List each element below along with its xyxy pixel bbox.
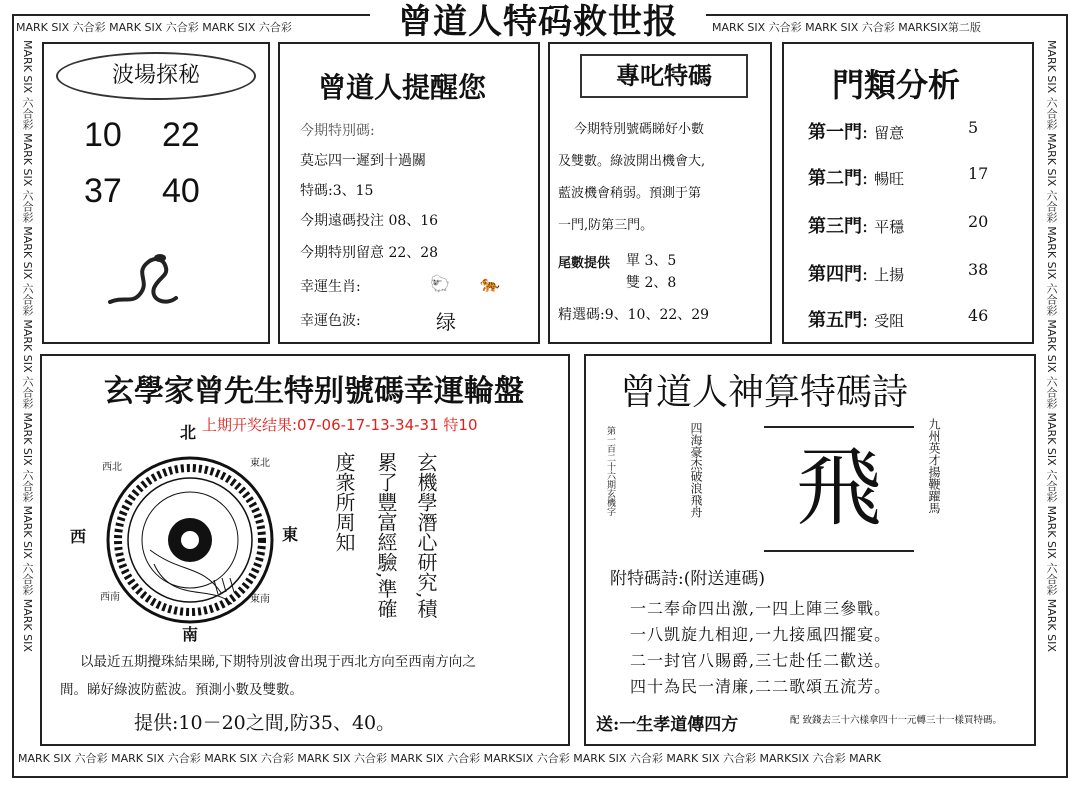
dir-northeast: 東北 bbox=[250, 458, 270, 469]
wave-number: 10 bbox=[84, 116, 122, 154]
wheel-desc: 以最近五期攪珠結果睇,下期特別波會出現于西北方向至西南方向之 bbox=[80, 654, 476, 670]
poem-line: 一二奉命四出激,一四上陣三參戰。 bbox=[630, 599, 892, 618]
verse-column: 玄機學潛心研究,積 bbox=[414, 452, 438, 619]
gates-panel bbox=[782, 42, 1034, 344]
reminder-line: 幸運色波: bbox=[300, 313, 361, 329]
border-strip-top-right: MARK SIX 六合彩 MARK SIX 六合彩 MARKSIX第二版 bbox=[712, 21, 981, 34]
reminder-line: 幸運生肖: bbox=[300, 279, 361, 295]
poem-line: 四十為民一清廉,二二歌頌五流芳。 bbox=[630, 677, 892, 696]
dir-east: 東 bbox=[282, 525, 299, 544]
dir-southwest: 西南 bbox=[100, 592, 120, 603]
gate-row: 第三門: 平穩 20 bbox=[808, 212, 989, 237]
reminder-line: 莫忘四一遲到十過關 bbox=[300, 153, 426, 169]
poem-send: 送:一生孝道傳四方 bbox=[596, 715, 739, 735]
verse-column: 度衆所周知 bbox=[332, 452, 356, 552]
tail-label: 尾數提供 bbox=[558, 256, 611, 271]
verse-column: 累了豐富經驗,準確 bbox=[374, 452, 398, 619]
gate-row: 第四門: 上揚 38 bbox=[808, 260, 989, 285]
gate-row: 第五門: 受阻 46 bbox=[808, 306, 989, 331]
special-title: 專叱特碼 bbox=[580, 54, 748, 98]
reminder-line: 今期特別碼: bbox=[300, 123, 375, 139]
dir-northwest: 西北 bbox=[102, 462, 122, 473]
special-line: 今期特別號碼睇好小數 bbox=[574, 122, 705, 137]
zodiac-animal-icon: 🐅 bbox=[480, 274, 500, 293]
poem-panel bbox=[584, 354, 1036, 746]
snake-illustration bbox=[106, 244, 186, 314]
wave-number: 37 bbox=[84, 172, 122, 210]
border-strip-left: MARK SIX 六合彩 MARK SIX 六合彩 MARK SIX 六合彩 MARK SIX 六合彩 MARK SIX 六合彩 MARK SIX 六合彩 MARK SIX bbox=[21, 40, 34, 652]
special-line: 及雙數。綠波開出機會大, bbox=[558, 154, 706, 169]
wave-panel bbox=[42, 42, 270, 344]
lucky-color: 绿 bbox=[436, 310, 456, 334]
border-strip-right: MARK SIX 六合彩 MARK SIX 六合彩 MARK SIX 六合彩 MARK SIX 六合彩 MARK SIX 六合彩 MARK SIX 六合彩 MARK SIX bbox=[1045, 40, 1058, 652]
reminder-line: 今期遠碼投注 08、16 bbox=[300, 213, 439, 229]
dir-west: 西 bbox=[70, 527, 87, 546]
gate-row: 第一門: 留意 5 bbox=[808, 118, 979, 143]
poem-side-left: 第一百二十六期玄機字 bbox=[605, 426, 615, 516]
special-panel bbox=[548, 42, 772, 344]
picks: 精選碼:9、10、22、29 bbox=[558, 307, 710, 323]
tail-odd: 單 3、5 bbox=[626, 253, 677, 269]
poem-line: 一八凱旋九相迎,一九接風四擺宴。 bbox=[630, 625, 892, 644]
dir-south: 南 bbox=[182, 625, 199, 644]
wave-number: 22 bbox=[162, 116, 200, 154]
tail-even: 雙 2、8 bbox=[626, 275, 677, 291]
poem-sub: 附特碼詩:(附送連碼) bbox=[610, 569, 765, 589]
dir-north: 北 bbox=[180, 423, 197, 442]
last-result: 上期开奖结果:07-06-17-13-34-31 特10 bbox=[202, 416, 478, 434]
gates-title: 門類分析 bbox=[832, 66, 961, 104]
poem-title: 曾道人神算特碼詩 bbox=[620, 372, 909, 413]
gate-row: 第二門: 暢旺 17 bbox=[808, 164, 989, 189]
wheel-desc: 間。睇好綠波防藍波。預測小數及雙數。 bbox=[60, 682, 303, 698]
wave-title: 波場探秘 bbox=[56, 52, 256, 100]
masthead-title: 曾道人特码救世报 bbox=[370, 2, 706, 42]
poem-side-mid: 四海豪杰破浪飛舟 bbox=[689, 422, 703, 518]
border-strip-top-left: MARK SIX 六合彩 MARK SIX 六合彩 MARK SIX 六合彩 bbox=[16, 21, 292, 34]
reminder-line: 特碼:3、15 bbox=[300, 183, 374, 199]
wave-number: 40 bbox=[162, 172, 200, 210]
big-char-frame bbox=[764, 426, 914, 552]
wheel-title: 玄學家曾先生特别號碼幸運輪盤 bbox=[104, 374, 524, 409]
poem-pair: 配 致錢去三十六樣拿四十一元轉三十一樣買特碼。 bbox=[790, 715, 1003, 726]
wheel-panel bbox=[40, 354, 570, 746]
dir-southeast: 東南 bbox=[250, 594, 270, 605]
zodiac-animal-icon: 🐑 bbox=[430, 274, 450, 293]
reminder-title: 曾道人提醒您 bbox=[318, 71, 487, 104]
reminder-panel bbox=[278, 42, 540, 344]
special-line: 一門,防第三門。 bbox=[558, 218, 654, 233]
special-line: 藍波機會稍弱。預測于第 bbox=[558, 186, 702, 201]
big-char: 飛 bbox=[796, 438, 882, 538]
border-strip-bottom: MARK SIX 六合彩 MARK SIX 六合彩 MARK SIX 六合彩 MARK SIX 六合彩 MARK SIX 六合彩 MARKSIX 六合彩 MARK SIX 六合彩 MARK SIX 六合彩 MARKSIX 六合彩 MARK bbox=[18, 752, 881, 765]
reminder-line: 今期特別留意 22、28 bbox=[300, 245, 439, 261]
wheel-provide: 提供:10－20之間,防35、40。 bbox=[134, 712, 396, 734]
poem-side-right: 九州英才揚鞭躍馬 bbox=[927, 418, 941, 514]
poem-line: 二一封官八賜爵,三七赴任二歡送。 bbox=[630, 651, 892, 670]
